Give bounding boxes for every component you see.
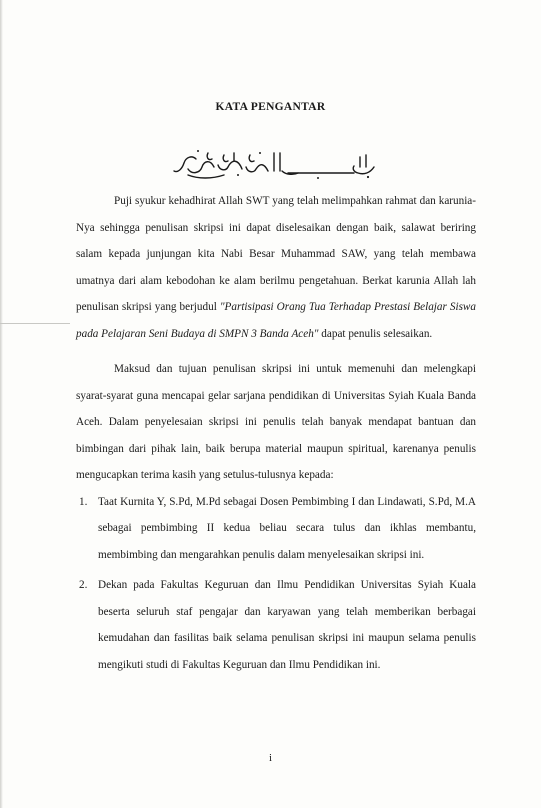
paragraph-2: Maksud dan tujuan penulisan skripsi ini untuk memenuhi dan melengkapi syarat-syarat guna mencapai gelar sarjana pendidikan di Universitas Syiah Kuala Banda Aceh. Dalam penyelesaian skripsi ini penulis telah banyak mendapat bantuan dan bimbingan dari pihak lain, baik berupa material maupun spiritual, karenanya penulis mengucapkan terima kasih yang setulus-tulusnya kepada: [76, 363, 476, 481]
list-item-number: 2. [79, 579, 88, 591]
basmala-calligraphy-icon [168, 145, 383, 185]
list-item [76, 572, 476, 678]
scan-edge [0, 0, 3, 808]
paragraph-1-text: Puji syukur kehadhirat Allah SWT yang telah melimpahkan rahmat dan karunia-Nya sehingga penulisan skripsi ini dapat diselesaikan dengan baik, salawat beriring salam kepada junjungan kita Nabi Besar Muhammad SAW, yang telah membawa umatnya dari alam kebodohan ke alam berilmu pengetahuan. Berkat karunia Allah lah penulisan skripsi yang berjudul [76, 195, 476, 313]
list-item-text: Dekan pada Fakultas Keguruan dan Ilmu Pendidikan Universitas Syiah Kuala beserta seluruh staf pengajar dan karyawan yang telah memberikan berbagai kemudahan dan fasilitas baik selama penulisan skripsi ini maupun selama penulis mengikuti studi di Fakultas Keguruan dan Ilmu Pendidikan ini. [98, 579, 476, 671]
list-item [76, 489, 476, 569]
paragraph-1-end: dapat penulis selesaikan. [318, 327, 433, 340]
acknowledgement-list [76, 489, 476, 679]
body-text [76, 188, 476, 678]
thesis-title: "Partisipasi Orang Tua Terhadap Prestasi Belajar Siswa pada Pelajaran Seni Budaya di SMPN 3 Banda Aceh" [76, 301, 476, 340]
scan-mark [0, 323, 70, 324]
paragraph-1 [76, 188, 476, 347]
list-item-text: Taat Kurnita Y, S.Pd, M.Pd sebagai Dosen Pembimbing I dan Lindawati, S.Pd, M.A sebagai pembimbing II kedua beliau secara tulus dan ikhlas membantu, membimbing dan mengarahkan penulis dalam menyelesaikan skripsi ini. [98, 495, 476, 561]
list-item-number: 1. [79, 495, 88, 508]
page-number: i [268, 752, 273, 764]
page-title: KATA PENGANTAR [215, 101, 326, 113]
